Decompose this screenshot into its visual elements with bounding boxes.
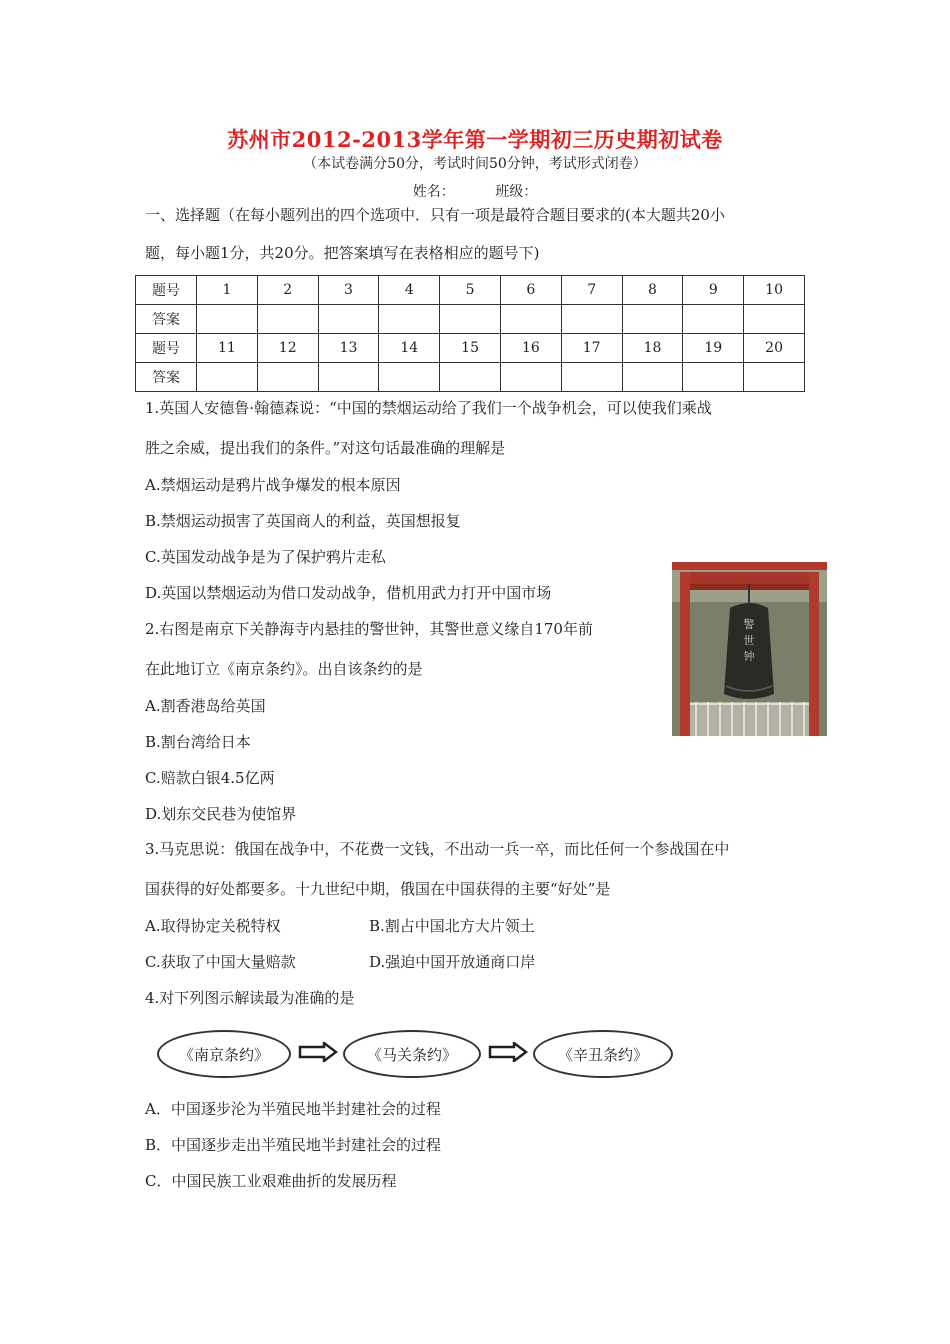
q4-option-a: A．中国逐步沦为半殖民地半封建社会的过程	[145, 1100, 441, 1118]
answer-cell[interactable]	[197, 363, 258, 392]
row-label-answer: 答案	[136, 305, 197, 334]
question-number-cell: 12	[257, 334, 318, 363]
q1-option-c: C.英国发动战争是为了保护鸦片走私	[145, 548, 386, 566]
q2-option-d: D.划东交民巷为使馆界	[145, 805, 297, 823]
q2-option-b: B.割台湾给日本	[145, 733, 251, 751]
question-number-cell: 5	[440, 276, 501, 305]
answer-cell[interactable]	[197, 305, 258, 334]
answer-cell[interactable]	[744, 305, 805, 334]
section-intro-line1: 一、选择题（在每小题列出的四个选项中．只有一项是最符合题目要求的(本大题共20小	[145, 206, 725, 224]
q2-option-a: A.割香港岛给英国	[145, 697, 266, 715]
answer-cell[interactable]	[379, 363, 440, 392]
flow-node-label: 《南京条约》	[178, 1045, 269, 1064]
question-number-cell: 16	[500, 334, 561, 363]
answer-cell[interactable]	[379, 305, 440, 334]
flow-node-label: 《马关条约》	[366, 1045, 457, 1064]
answer-cell[interactable]	[622, 363, 683, 392]
question-number-cell: 1	[197, 276, 258, 305]
question-number-cell: 11	[197, 334, 258, 363]
q4-option-b: B．中国逐步走出半殖民地半封建社会的过程	[145, 1136, 442, 1154]
answer-cell[interactable]	[318, 363, 379, 392]
exam-info: （本试卷满分50分，考试时间50分钟，考试形式闭卷）	[303, 156, 647, 172]
q3-stem-line1: 3.马克思说：俄国在战争中，不花费一文钱，不出动一兵一卒，而比任何一个参战国在中	[145, 840, 730, 858]
right-arrow-icon	[488, 1042, 528, 1062]
answer-cell[interactable]	[744, 363, 805, 392]
answer-table	[135, 275, 805, 392]
flow-node-xinchou	[533, 1030, 673, 1078]
q3-stem-line2: 国获得的好处都要多。十九世纪中期，俄国在中国获得的主要“好处”是	[145, 880, 611, 898]
student-info-line	[0, 181, 950, 201]
answer-cell[interactable]	[500, 305, 561, 334]
question-number-cell: 4	[379, 276, 440, 305]
answer-cell[interactable]	[683, 305, 744, 334]
q1-option-b: B.禁烟运动损害了英国商人的利益，英国想报复	[145, 512, 461, 530]
answer-cell[interactable]	[257, 305, 318, 334]
q2-stem-line1: 2.右图是南京下关静海寺内悬挂的警世钟，其警世意义缘自170年前	[145, 620, 593, 638]
answer-cell[interactable]	[440, 305, 501, 334]
answer-cell[interactable]	[318, 305, 379, 334]
flow-node-label: 《辛丑条约》	[557, 1045, 648, 1064]
question-number-cell: 18	[622, 334, 683, 363]
answer-cell[interactable]	[561, 363, 622, 392]
answer-cell[interactable]	[622, 305, 683, 334]
question-number-cell: 19	[683, 334, 744, 363]
q2-option-c: C.赔款白银4.5亿两	[145, 769, 275, 787]
q3-option-c: C.获取了中国大量赔款	[145, 953, 296, 971]
bell-inscription-char: 世	[743, 634, 755, 647]
question-number-cell: 10	[744, 276, 805, 305]
flow-node-nanjing	[157, 1030, 291, 1078]
question-number-cell: 8	[622, 276, 683, 305]
name-label: 姓名：	[412, 184, 455, 200]
answer-cell[interactable]	[561, 305, 622, 334]
question-number-cell: 3	[318, 276, 379, 305]
q2-stem-line2: 在此地订立《南京条约》。出自该条约的是	[145, 660, 423, 678]
question-number-cell: 9	[683, 276, 744, 305]
q1-option-d: D.英国以禁烟运动为借口发动战争，借机用武力打开中国市场	[145, 584, 552, 602]
bell-illustration	[672, 562, 827, 736]
table-row	[136, 305, 805, 334]
answer-cell[interactable]	[257, 363, 318, 392]
q1-stem-line2: 胜之余威，提出我们的条件。”对这句话最准确的理解是	[145, 439, 506, 457]
row-label-answer: 答案	[136, 363, 197, 392]
answer-cell[interactable]	[500, 363, 561, 392]
q3-option-a: A.取得协定关税特权	[145, 917, 281, 935]
question-number-cell: 15	[440, 334, 501, 363]
question-number-cell: 17	[561, 334, 622, 363]
q3-option-d: D.强迫中国开放通商口岸	[369, 953, 536, 971]
question-number-cell: 20	[744, 334, 805, 363]
q4-stem: 4.对下列图示解读最为准确的是	[145, 989, 355, 1007]
q3-option-b: B.割占中国北方大片领土	[369, 917, 535, 935]
question-number-cell: 6	[500, 276, 561, 305]
table-row	[136, 363, 805, 392]
row-label-number: 题号	[136, 276, 197, 305]
page-title: 苏州市2012-2013学年第一学期初三历史期初试卷	[227, 127, 723, 152]
question-number-cell: 7	[561, 276, 622, 305]
bell-photo	[672, 562, 827, 736]
row-label-number: 题号	[136, 334, 197, 363]
table-row	[136, 276, 805, 305]
flow-node-maguan	[343, 1030, 481, 1078]
right-arrow-icon	[298, 1042, 338, 1062]
q1-option-a: A.禁烟运动是鸦片战争爆发的根本原因	[145, 476, 401, 494]
bell-inscription-char: 警	[743, 618, 755, 631]
section-intro-line2: 题，每小题1分，共20分。把答案填写在表格相应的题号下)	[145, 244, 540, 262]
question-number-cell: 14	[379, 334, 440, 363]
q1-stem-line1: 1.英国人安德鲁·翰德森说：“中国的禁烟运动给了我们一个战争机会，可以使我们乘战	[145, 399, 712, 417]
table-row	[136, 334, 805, 363]
question-number-cell: 2	[257, 276, 318, 305]
class-label: 班级：	[495, 184, 538, 200]
answer-cell[interactable]	[683, 363, 744, 392]
answer-cell[interactable]	[440, 363, 501, 392]
bell-inscription-char: 钟	[743, 650, 755, 663]
question-number-cell: 13	[318, 334, 379, 363]
q4-option-c: C．中国民族工业艰难曲折的发展历程	[145, 1172, 397, 1190]
